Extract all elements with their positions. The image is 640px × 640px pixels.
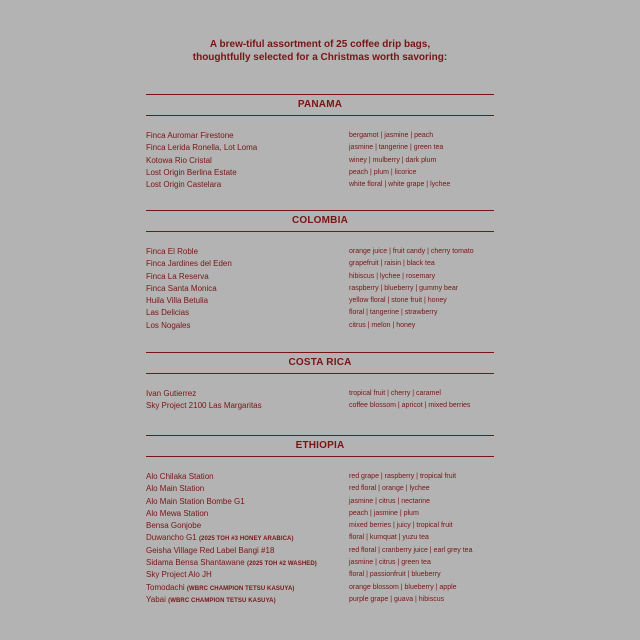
section-panama [146, 94, 494, 191]
coffee-name-text: Sidama Bensa Shantawane [146, 558, 245, 568]
coffee-name [146, 155, 212, 167]
coffee-name [146, 545, 274, 557]
coffee-name [146, 532, 294, 545]
tasting-notes: floral | passionfruit | blueberry [349, 571, 441, 579]
tasting-notes: jasmine | citrus | green tea [349, 559, 431, 567]
list-item [146, 155, 494, 167]
coffee-name [146, 557, 317, 570]
coffee-name [146, 271, 209, 283]
coffee-name [146, 320, 190, 332]
list-item [146, 258, 494, 270]
list-item [146, 471, 494, 483]
coffee-name-text: Duwancho G1 [146, 533, 197, 543]
coffee-name [146, 142, 257, 154]
tasting-notes: purple grape | guava | hibiscus [349, 595, 445, 603]
coffee-name [146, 483, 204, 495]
coffee-rows [146, 246, 494, 332]
tasting-notes: red floral | orange | lychee [349, 485, 430, 493]
coffee-name [146, 258, 232, 270]
section-colombia [146, 210, 494, 332]
coffee-name-text: Finca Santa Monica [146, 283, 217, 293]
coffee-name [146, 400, 262, 412]
tasting-notes: winey | mulberry | dark plum [349, 156, 437, 164]
coffee-name-text: Yabai [146, 594, 166, 604]
intro-line-2: thoughtfully selected for a Christmas worth savoring: [192, 51, 448, 63]
list-item [146, 283, 494, 295]
list-item [146, 388, 494, 400]
coffee-name [146, 246, 198, 258]
coffee-name-text: Geisha Village Red Label Bangi #18 [146, 545, 275, 555]
coffee-name [146, 130, 234, 142]
coffee-name [146, 307, 189, 319]
tasting-notes: tropical fruit | cherry | caramel [349, 390, 441, 397]
coffee-name-text: Finca La Reserva [146, 271, 209, 281]
coffee-name-text: Alo Main Station [146, 484, 205, 494]
list-item [146, 483, 494, 495]
coffee-rows [146, 130, 494, 191]
intro-heading [0, 39, 640, 64]
tasting-notes: yellow floral | stone fruit | honey [349, 297, 447, 305]
coffee-name-text: Finca Lerida Ronella, Lot Loma [146, 143, 258, 153]
coffee-name-text: Alo Main Station Bombe G1 [146, 496, 245, 506]
tasting-notes: red grape | raspberry | tropical fruit [349, 473, 457, 480]
list-item [146, 545, 494, 557]
coffee-award-note: (2025 TOH #2 WASHED) [246, 561, 317, 568]
list-item [146, 532, 494, 544]
coffee-name [146, 167, 237, 179]
list-item [146, 582, 494, 594]
list-item [146, 557, 494, 569]
coffee-name [146, 582, 295, 595]
coffee-award-note: (WBRC CHAMPION TETSU KASUYA) [168, 597, 276, 604]
list-item [146, 179, 494, 191]
list-item [146, 320, 494, 332]
tasting-notes: jasmine | tangerine | green tea [349, 144, 444, 152]
coffee-rows [146, 471, 494, 606]
list-item [146, 295, 494, 307]
coffee-name [146, 520, 201, 532]
list-item [146, 246, 494, 258]
coffee-name [146, 496, 245, 508]
tasting-notes: red floral | cranberry juice | earl grey tea [349, 546, 473, 554]
tasting-notes: floral | tangerine | strawberry [349, 309, 438, 317]
section-title: ETHIOPIA [146, 435, 494, 457]
coffee-name-text: Finca El Roble [146, 247, 199, 256]
list-item [146, 496, 494, 508]
section-title: PANAMA [146, 94, 494, 116]
list-item [146, 594, 494, 606]
tasting-notes: jasmine | citrus | nectarine [349, 497, 431, 505]
coffee-name-text: Alo Chilaka Station [146, 472, 214, 481]
coffee-name [146, 508, 208, 520]
list-item [146, 130, 494, 142]
tasting-notes: citrus | melon | honey [349, 321, 416, 329]
tasting-notes: floral | kumquat | yuzu tea [349, 534, 429, 542]
coffee-name-text: Lost Origin Berlina Estate [146, 167, 237, 177]
coffee-name [146, 179, 221, 191]
tasting-notes: orange blossom | blueberry | apple [349, 583, 457, 591]
coffee-name [146, 471, 214, 483]
list-item [146, 142, 494, 154]
list-item [146, 307, 494, 319]
section-costa-rica [146, 352, 494, 413]
coffee-name-text: Los Nogales [146, 320, 191, 330]
coffee-name-text: Ivan Gutierrez [146, 389, 197, 398]
coffee-name-text: Alo Mewa Station [146, 508, 209, 518]
tasting-notes: hibiscus | lychee | rosemary [349, 272, 436, 280]
section-title: COSTA RICA [146, 352, 494, 374]
list-item [146, 508, 494, 520]
coffee-name [146, 388, 196, 400]
tasting-notes: raspberry | blueberry | gummy bear [349, 284, 459, 292]
coffee-name [146, 569, 212, 581]
coffee-name-text: Finca Auromar Firestone [146, 131, 234, 140]
tasting-notes: coffee blossom | apricot | mixed berries [349, 402, 471, 410]
coffee-rows [146, 388, 494, 413]
coffee-name-text: Kotowa Rio Cristal [146, 155, 212, 165]
list-item [146, 520, 494, 532]
tasting-notes: orange juice | fruit candy | cherry tomato [349, 248, 474, 255]
list-item [146, 400, 494, 412]
coffee-name [146, 283, 217, 295]
tasting-notes: mixed berries | juicy | tropical fruit [349, 522, 453, 530]
coffee-name [146, 295, 208, 307]
tasting-notes: peach | jasmine | plum [349, 509, 419, 517]
coffee-name-text: Sky Project 2100 Las Margaritas [146, 401, 262, 411]
coffee-name-text: Bensa Gonjobe [146, 521, 202, 531]
intro-line-1: A brew-tiful assortment of 25 coffee drip bags, [209, 39, 431, 50]
list-item [146, 271, 494, 283]
coffee-name [146, 594, 276, 607]
coffee-award-note: (2025 TOH #3 HONEY ARABICA) [198, 536, 294, 543]
coffee-name-text: Lost Origin Castelara [146, 180, 222, 190]
coffee-name-text: Sky Project Alo JH [146, 570, 212, 580]
section-title: COLOMBIA [146, 210, 494, 232]
coffee-name-text: Huila Villa Betulia [146, 296, 209, 306]
tasting-notes: white floral | white grape | lychee [349, 181, 451, 189]
coffee-name-text: Las Delicias [146, 308, 190, 318]
coffee-name-text: Tomodachi [146, 582, 185, 592]
tasting-notes: grapefruit | raisin | black tea [349, 260, 435, 268]
tasting-notes: bergamot | jasmine | peach [349, 132, 434, 139]
coffee-award-note: (WBRC CHAMPION TETSU KASUYA) [186, 585, 295, 592]
list-item [146, 569, 494, 581]
section-ethiopia [146, 435, 494, 606]
tasting-notes: peach | plum | licorice [349, 168, 417, 176]
list-item [146, 167, 494, 179]
coffee-name-text: Finca Jardines del Eden [146, 259, 232, 269]
